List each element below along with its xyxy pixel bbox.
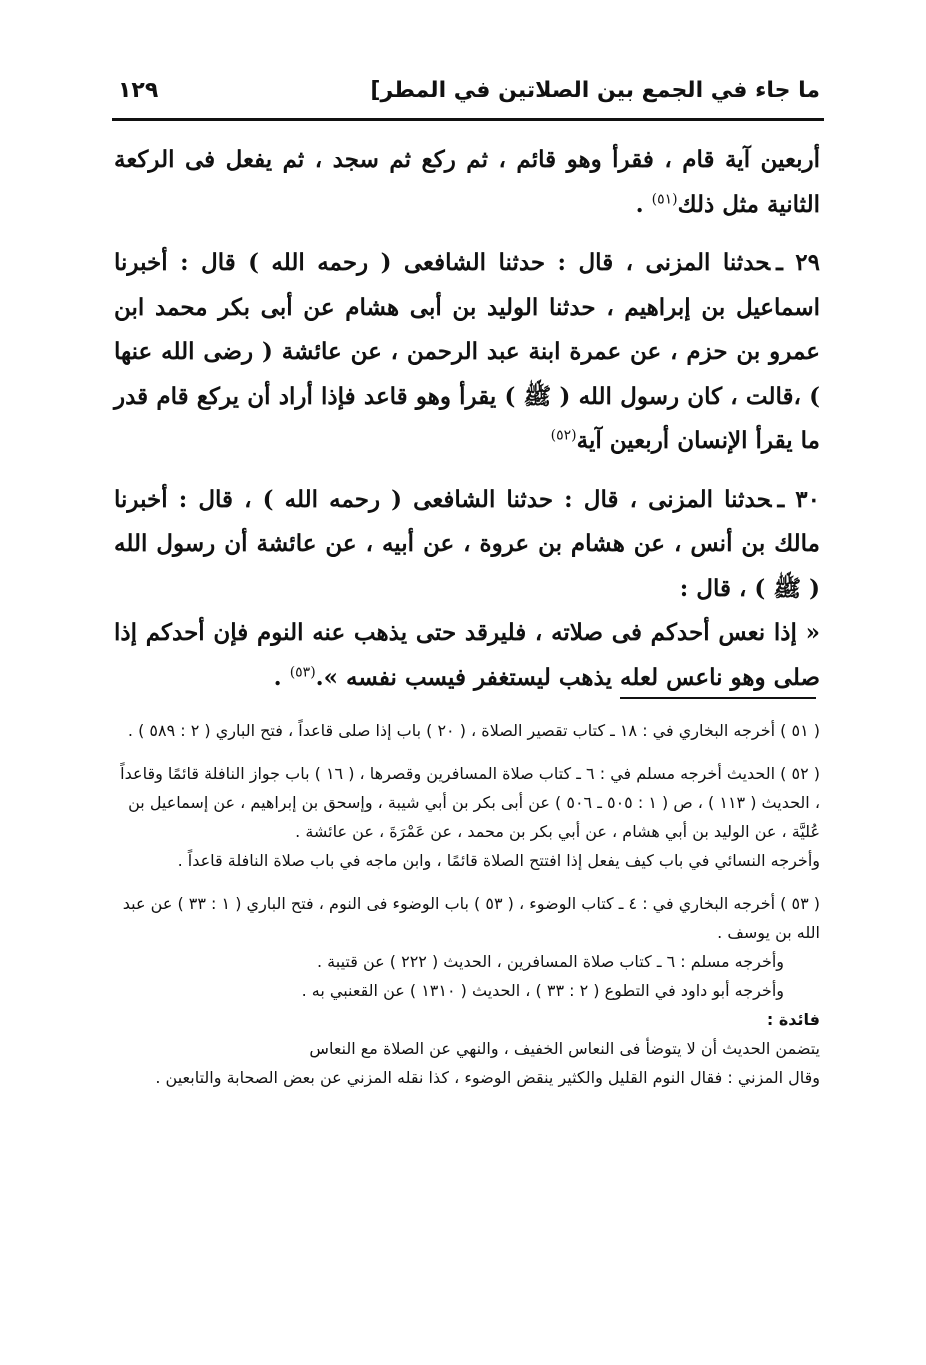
paragraph-30-text: حدثنا المزنى ، قال : حدثنا الشافعى ( رحمه الله ) ، قال : أخبرنا مالك بن أنس ، عن هشام بن عروة ، عن أبيه ، عن عائشة أن رسول الله ( ﷺ ) ، قال : (114, 485, 820, 602)
hadith-quote-end: . (273, 663, 290, 691)
benefit-label: فائدة : (766, 1010, 820, 1029)
paragraph-29 (114, 241, 820, 464)
footnote-52 (114, 759, 820, 875)
footnote-53 (114, 889, 820, 1092)
page-header (118, 78, 820, 118)
footnote-ref-53: (٥٣) (289, 663, 316, 680)
paragraph-1 (114, 138, 820, 227)
benefit-text-2: وقال المزني : فقال النوم القليل والكثير ينقض الوضوء ، كذا نقله المزني عن بعض الصحابة والتابعين . (155, 1068, 820, 1087)
paragraph-30 (114, 478, 820, 612)
hadith-number-29: ٢٩ ـ (776, 249, 821, 276)
page-number: ١٢٩ (118, 78, 159, 103)
footnote-ref-51: (٥١) (651, 190, 678, 207)
footnote-51 (114, 716, 820, 745)
footnote-52-text: ( ٥٢ ) الحديث أخرجه مسلم في : ٦ ـ كتاب صلاة المسافرين وقصرها ، ( ١٦ ) باب جواز النافلة قائمًا وقاعداً ، الحديث ( ١١٣ ) ، ص ( ١ : ٥٠٥ ـ ٥٠٦ ) عن أبى بكر بن أبي شيبة ، وإسحق بن إبراهيم ، عن إسماعيل بن عُليَّة ، عن الوليد بن أبي هشام ، عن أبي بكر بن محمد ، عن عَمْرَةَ ، عن عائشة . (120, 764, 820, 841)
benefit-text-1: يتضمن الحديث أن لا يتوضأ فى النعاس الخفيف ، والنهي عن الصلاة مع النعاس (309, 1039, 820, 1058)
header-rule (112, 118, 824, 121)
hadith-quote (114, 611, 820, 700)
paragraph-1-text: أربعين آية قام ، فقرأ وهو قائم ، ثم ركع ثم سجد ، ثم يفعل فى الركعة الثانية مثل ذلك (114, 146, 820, 218)
footnote-rule (620, 697, 816, 699)
hadith-quote-text: « إذا نعس أحدكم فى صلاته ، فليرقد حتى يذهب عنه النوم فإن أحدكم إذا صلى وهو ناعس لعله يذهب ليستغفر فيسب نفسه ». (114, 619, 820, 691)
running-title: ما جاء في الجمع بين الصلاتين في المطر] (370, 78, 820, 103)
paragraph-29-text: حدثنا المزنى ، قال : حدثنا الشافعى ( رحمه الله ) قال : أخبرنا اسماعيل بن إبراهيم ، حدثنا الوليد بن أبى هشام عن أبى بكر محمد ابن عمرو بن حزم ، عن عمرة ابنة عبد الرحمن ، عن عائشة ( رضى الله عنها ) ،قالت ، كان رسول الله ( ﷺ ) يقرأ وهو قاعد فإذا أراد أن يركع قام قدر ما يقرأ الإنسان أربعين آية (114, 249, 821, 454)
footnote-53-abudawud: وأخرجه أبو داود في التطوع ( ٢ : ٣٣ ) ، الحديث ( ١٣١٠ ) عن القعنبي به . (301, 981, 784, 1000)
footnote-53-text: ( ٥٣ ) أخرجه البخاري في : ٤ ـ كتاب الوضوء ، ( ٥٣ ) باب الوضوء فى النوم ، فتح الباري ( ١ : ٣٣ ) عن عبد الله بن يوسف . (122, 894, 820, 942)
hadith-number-30: ٣٠ ـ (777, 485, 820, 513)
footnote-51-text: ( ٥١ ) أخرجه البخاري في : ١٨ ـ كتاب تقصير الصلاة ، ( ٢٠ ) باب إذا صلى قاعداً ، فتح الباري ( ٢ : ٥٨٩ ) . (127, 721, 820, 740)
paragraph-1-end: . (635, 190, 652, 218)
footnotes (114, 716, 820, 1092)
footnote-53-muslim: وأخرجه مسلم : ٦ ـ كتاب صلاة المسافرين ، الحديث ( ٢٢٢ ) عن قتيبة . (317, 952, 784, 971)
footnote-52-continuation: وأخرجه النسائي في باب كيف يفعل إذا افتتح الصلاة قائمًا ، وابن ماجه في باب صلاة النافلة قاعداً . (177, 851, 820, 870)
footnote-ref-52: (٥٢) (550, 427, 577, 444)
main-text (114, 138, 820, 700)
